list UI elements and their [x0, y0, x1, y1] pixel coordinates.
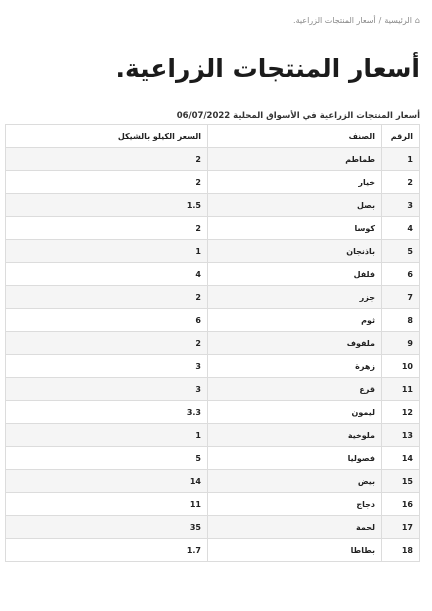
breadcrumb: [8, 11, 420, 31]
row-number: 11: [382, 378, 420, 401]
row-number: 14: [382, 447, 420, 470]
row-item: دجاج: [208, 493, 382, 516]
table-caption: أسعار المنتجات الزراعية في الأسواق المحلية 06/07/2022: [176, 111, 420, 121]
row-item: فلفل: [208, 263, 382, 286]
row-price: 4: [6, 263, 208, 286]
breadcrumb-current: أسعار المنتجات الزراعية.: [293, 16, 376, 25]
table-row: [6, 539, 420, 562]
table-row: [6, 286, 420, 309]
table-row: [6, 309, 420, 332]
row-item: لحمة: [208, 516, 382, 539]
row-item: خيار: [208, 171, 382, 194]
row-number: 3: [382, 194, 420, 217]
table-row: [6, 332, 420, 355]
table-row: [6, 516, 420, 539]
table-row: [6, 493, 420, 516]
breadcrumb-separator: /: [378, 16, 382, 25]
page-title: أسعار المنتجات الزراعية.: [115, 54, 420, 83]
row-number: 18: [382, 539, 420, 562]
row-price: 2: [6, 332, 208, 355]
table-row: [6, 447, 420, 470]
row-number: 12: [382, 401, 420, 424]
row-price: 2: [6, 171, 208, 194]
table-row: [6, 148, 420, 171]
row-item: كوسا: [208, 217, 382, 240]
row-item: بصل: [208, 194, 382, 217]
row-price: 35: [6, 516, 208, 539]
home-icon[interactable]: ⌂: [414, 16, 420, 25]
row-item: جزر: [208, 286, 382, 309]
row-number: 6: [382, 263, 420, 286]
table-row: [6, 401, 420, 424]
row-price: 3: [6, 355, 208, 378]
row-price: 2: [6, 286, 208, 309]
table-row: [6, 470, 420, 493]
header-number: الرقم: [382, 125, 420, 148]
row-price: 3.3: [6, 401, 208, 424]
table-row: [6, 217, 420, 240]
table-row: [6, 194, 420, 217]
row-price: 1: [6, 240, 208, 263]
row-price: 1.7: [6, 539, 208, 562]
table-header-row: [6, 125, 420, 148]
table-body: [6, 148, 420, 562]
row-price: 2: [6, 217, 208, 240]
row-number: 4: [382, 217, 420, 240]
row-price: 3: [6, 378, 208, 401]
row-item: فصوليا: [208, 447, 382, 470]
row-item: قرع: [208, 378, 382, 401]
breadcrumb-home-link[interactable]: الرئيسية: [384, 16, 412, 25]
table-row: [6, 355, 420, 378]
row-item: ليمون: [208, 401, 382, 424]
row-number: 10: [382, 355, 420, 378]
row-item: زهرة: [208, 355, 382, 378]
row-number: 1: [382, 148, 420, 171]
row-price: 5: [6, 447, 208, 470]
row-item: ثوم: [208, 309, 382, 332]
row-price: 11: [6, 493, 208, 516]
header-price: السعر الكيلو بالشيكل: [6, 125, 208, 148]
row-price: 2: [6, 148, 208, 171]
table-row: [6, 240, 420, 263]
row-item: طماطم: [208, 148, 382, 171]
row-price: 1.5: [6, 194, 208, 217]
prices-table: [5, 124, 420, 562]
row-item: ملوخية: [208, 424, 382, 447]
header-item: الصنف: [208, 125, 382, 148]
row-number: 13: [382, 424, 420, 447]
row-item: بطاطا: [208, 539, 382, 562]
table-row: [6, 263, 420, 286]
table-row: [6, 378, 420, 401]
row-number: 15: [382, 470, 420, 493]
row-number: 7: [382, 286, 420, 309]
table-row: [6, 424, 420, 447]
row-number: 17: [382, 516, 420, 539]
row-number: 16: [382, 493, 420, 516]
row-number: 2: [382, 171, 420, 194]
page: [0, 11, 432, 611]
table-row: [6, 171, 420, 194]
row-number: 5: [382, 240, 420, 263]
row-item: باذنجان: [208, 240, 382, 263]
row-price: 6: [6, 309, 208, 332]
row-item: ملفوف: [208, 332, 382, 355]
row-price: 1: [6, 424, 208, 447]
row-price: 14: [6, 470, 208, 493]
row-number: 9: [382, 332, 420, 355]
row-number: 8: [382, 309, 420, 332]
row-item: بيض: [208, 470, 382, 493]
